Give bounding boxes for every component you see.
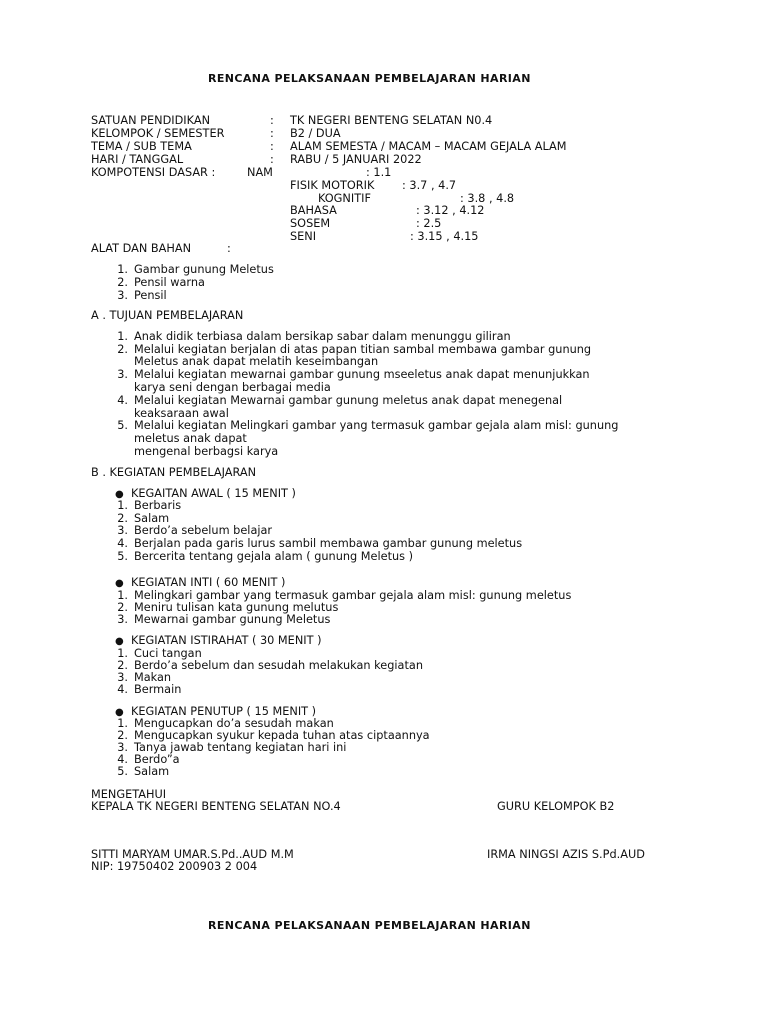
seni-label: SENI — [290, 230, 317, 243]
list-item: 5. Salam — [117, 765, 170, 778]
tujuan-heading: A . TUJUAN PEMBELAJARAN — [91, 309, 244, 322]
guru-title: GURU KELOMPOK B2 — [497, 800, 615, 813]
seni-value: : 3.15 , 4.15 — [410, 230, 479, 243]
tema-value: ALAM SEMESTA / MACAM – MACAM GEJALA ALAM — [290, 140, 567, 153]
fisik-value: : 3.7 , 4.7 — [402, 179, 457, 192]
sosem-value: : 2.5 — [416, 217, 442, 230]
fisik-label: FISIK MOTORIK — [290, 179, 375, 192]
colon: : — [270, 140, 274, 153]
list-item: 5. Melalui kegiatan Melingkari gambar yang termasuk gambar gejala alam misl: gunung — [117, 419, 619, 432]
kompetensi-label: KOMPOTENSI DASAR : — [91, 166, 216, 179]
kegiatan-heading: B . KEGIATAN PEMBELAJARAN — [91, 466, 257, 479]
section-title: ● KEGIATAN ISTIRAHAT ( 30 MENIT ) — [115, 634, 322, 647]
list-item: 2. Meniru tulisan kata gunung melutus — [117, 601, 339, 614]
list-item: 2. Berdo’a sebelum dan sesudah melakukan kegiatan — [117, 659, 423, 672]
kepala-nip: NIP: 19750402 200903 2 004 — [91, 860, 258, 873]
list-item: 2. Mengucapkan syukur kepada tuhan atas ciptaannya — [117, 729, 430, 742]
satuan-value: TK NEGERI BENTENG SELATAN N0.4 — [290, 114, 493, 127]
list-item: 1. Gambar gunung Meletus — [117, 263, 274, 276]
list-item: 1. Berbaris — [117, 499, 182, 512]
bahasa-value: : 3.12 , 4.12 — [416, 204, 485, 217]
colon: : — [270, 153, 274, 166]
list-item: 1. Mengucapkan do’a sesudah makan — [117, 717, 334, 730]
list-item: 4. Berdo”a — [117, 753, 180, 766]
list-item: 3. Makan — [117, 671, 172, 684]
bullet-icon: ● — [115, 707, 124, 718]
kognitif-label: KOGNITIF — [318, 192, 371, 205]
list-item-continuation: mengenal berbagsi karya — [134, 445, 279, 458]
list-item-continuation: meletus anak dapat — [134, 432, 247, 445]
nam-label: NAM — [247, 166, 273, 179]
list-item: 3. Melalui kegiatan mewarnai gambar gunung mseeletus anak dapat menunjukkan — [117, 368, 590, 381]
bullet-icon: ● — [115, 489, 124, 500]
bahasa-label: BAHASA — [290, 204, 337, 217]
bullet-icon: ● — [115, 578, 124, 589]
section-title: ● KEGAITAN AWAL ( 15 MENIT ) — [115, 487, 296, 500]
kelompok-label: KELOMPOK / SEMESTER — [91, 127, 225, 140]
list-item: 1. Cuci tangan — [117, 647, 202, 660]
page-title: RENCANA PELAKSANAAN PEMBELAJARAN HARIAN — [208, 72, 531, 85]
hari-label: HARI / TANGGAL — [91, 153, 184, 166]
list-item-continuation: keaksaraan awal — [134, 407, 229, 420]
nam-value: : 1.1 — [366, 166, 392, 179]
guru-name: IRMA NINGSI AZIS S.Pd.AUD — [487, 848, 645, 861]
list-item: 2. Pensil warna — [117, 276, 205, 289]
kelompok-value: B2 / DUA — [290, 127, 341, 140]
list-item: 5. Bercerita tentang gejala alam ( gunung Meletus ) — [117, 550, 414, 563]
kepala-name: SITTI MARYAM UMAR.S.Pd..AUD M.M — [91, 848, 294, 861]
list-item: 1. Anak didik terbiasa dalam bersikap sabar dalam menunggu giliran — [117, 330, 511, 343]
list-item-continuation: Meletus anak dapat melatih keseimbangan — [134, 355, 379, 368]
list-item: 4. Berjalan pada garis lurus sambil membawa gambar gunung meletus — [117, 537, 523, 550]
list-item-continuation: karya seni dengan berbagai media — [134, 381, 331, 394]
kognitif-value: : 3.8 , 4.8 — [460, 192, 515, 205]
colon: : — [270, 127, 274, 140]
kepala-title: KEPALA TK NEGERI BENTENG SELATAN NO.4 — [91, 800, 341, 813]
hari-value: RABU / 5 JANUARI 2022 — [290, 153, 422, 166]
list-item: 3. Berdo’a sebelum belajar — [117, 524, 273, 537]
mengetahui-label: MENGETAHUI — [91, 788, 167, 801]
colon: : — [227, 242, 231, 255]
list-item: 1. Melingkari gambar yang termasuk gambar gejala alam misl: gunung meletus — [117, 589, 572, 602]
satuan-label: SATUAN PENDIDIKAN — [91, 114, 211, 127]
list-item: 4. Melalui kegiatan Mewarnai gambar gunung meletus anak dapat menegenal — [117, 394, 563, 407]
tema-label: TEMA / SUB TEMA — [91, 140, 192, 153]
list-item: 3. Pensil — [117, 289, 167, 302]
list-item: 2. Salam — [117, 512, 170, 525]
list-item: 2. Melalui kegiatan berjalan di atas papan titian sambal membawa gambar gunung — [117, 343, 592, 356]
bullet-icon: ● — [115, 636, 124, 647]
colon: : — [270, 114, 274, 127]
section-title: ● KEGIATAN PENUTUP ( 15 MENIT ) — [115, 705, 317, 718]
section-title: ● KEGIATAN INTI ( 60 MENIT ) — [115, 576, 286, 589]
sosem-label: SOSEM — [290, 217, 331, 230]
list-item: 4. Bermain — [117, 683, 182, 696]
list-item: 3. Tanya jawab tentang kegiatan hari ini — [117, 741, 347, 754]
alat-heading: ALAT DAN BAHAN — [91, 242, 192, 255]
list-item: 3. Mewarnai gambar gunung Meletus — [117, 613, 331, 626]
next-page-title: RENCANA PELAKSANAAN PEMBELAJARAN HARIAN — [208, 919, 531, 932]
